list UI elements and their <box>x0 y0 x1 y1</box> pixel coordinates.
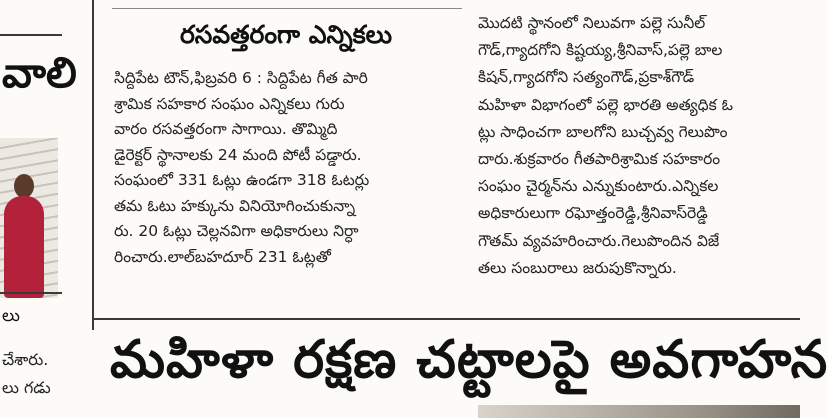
article-line: సంఘంలో 331 ఓట్లు ఉండగా 318 ఓటర్లు <box>114 171 370 189</box>
article-column-1 <box>114 66 466 270</box>
second-article-photo <box>478 405 800 418</box>
article-column-2 <box>478 10 800 282</box>
article-line: రు. 20 ఓట్లు చెల్లనవిగా అధికారులు నిర్ధా <box>114 222 359 240</box>
article-line: అధికారులుగా రఘోత్తంరెడ్డి,శ్రీనివాస్‌రెడ్డి <box>478 204 708 223</box>
photo-person-head <box>14 174 34 198</box>
article-line: వారం రసవత్తరంగా సాగాయి. తొమ్మిది <box>114 120 338 138</box>
left-column-rule <box>0 34 62 36</box>
article-line: రించారు.లాల్‌బహదూర్ 231 ఓట్లతో <box>114 247 331 266</box>
article-line: గౌతమ్ వ్యవహరించారు.గెలుపొందిన విజే <box>478 231 720 250</box>
left-column-caption: లు <box>2 306 20 326</box>
section-divider <box>92 318 800 320</box>
left-column-rule <box>0 292 62 294</box>
left-column-photo <box>0 138 58 298</box>
left-column-heading: వాలి <box>2 48 77 97</box>
article-line: కిషన్,గ్యాదగోని సత్యంగౌడ్,ప్రకాశ్‌గౌడ్ <box>478 68 695 87</box>
headline-rule <box>112 8 462 9</box>
column-divider <box>92 0 94 330</box>
left-column-line: చేశారు. <box>2 350 49 369</box>
article-line: సంఘం చైర్మన్‌ను ఎన్నుకుంటారు.ఎన్నికల <box>478 177 719 196</box>
article-line: డైరెక్టర్ స్థానాలకు 24 మంది పోటీ పడ్డారు. <box>114 145 362 164</box>
article-line: శ్రామిక సహకార సంఘం ఎన్నికలు గురు <box>114 94 345 113</box>
article-line: సిద్దిపేట టౌన్,ఫిబ్రవరి 6 : సిద్దిపేట గీత పారి <box>114 69 368 87</box>
photo-person <box>4 196 44 298</box>
article-headline: రసవత్తరంగా ఎన్నికలు <box>179 20 393 49</box>
article-line: గౌడ్,గ్యాదగోని కిష్టయ్య,శ్రీనివాస్,పల్లె బాల <box>478 41 723 60</box>
article-line: మహిళా విభాగంలో పల్లె భారతి అత్యధిక ఓ <box>478 95 733 114</box>
left-column <box>0 0 77 418</box>
article-line: ట్లు సాధించగా బాలగోని బుచ్చవ్వ గెలుపొం <box>478 122 728 141</box>
second-article-headline: మహిళా రక్షణ చట్టాలపై అవగాహన <box>110 330 828 390</box>
article-line: మొదటి స్థానంలో నిలువగా పల్లె సునీల్ <box>478 14 706 32</box>
article-line: తలు సంబురాలు జరుపుకొన్నారు. <box>478 258 677 277</box>
left-column-line: లు గడు <box>2 378 51 397</box>
article-line: దారు.శుక్రవారం గీతపారిశ్రామిక సహకారం <box>478 150 721 169</box>
article-line: తమ ఓటు హక్కును వినియోగించుకున్నా <box>114 196 356 215</box>
